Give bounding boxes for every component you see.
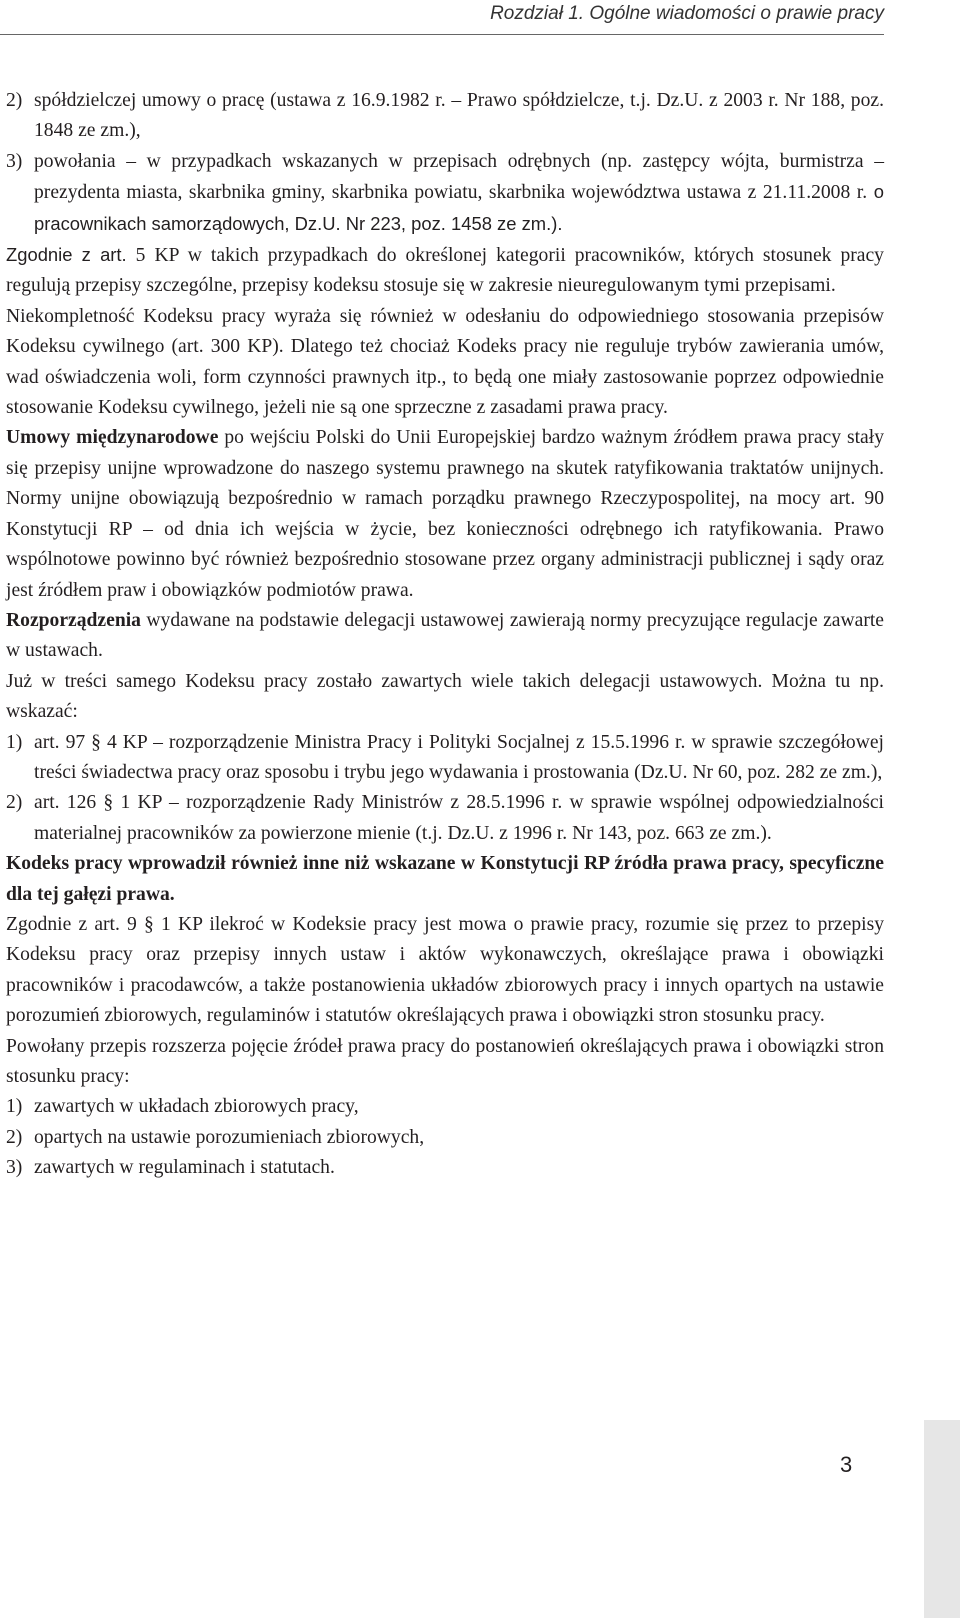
bold-term: Rozporządzenia xyxy=(6,609,141,631)
list-item xyxy=(6,147,884,240)
list-item-text: art. 126 § 1 KP – rozporządzenie Rady Ministrów z 28.5.1996 r. w sprawie wspólnej odpowiedzialności materialnej pracowników za powierzone mienie (t.j. Dz.U. z 1996 r. Nr 143, poz. 663 ze zm.). xyxy=(34,792,884,844)
page-number: 3 xyxy=(840,1452,853,1477)
list-item xyxy=(6,728,884,789)
paragraph: Niekompletność Kodeksu pracy wyraża się również w odesłaniu do odpowiedniego stosowania przepisów Kodeksu cywilnego (art. 300 KP). Dlatego też chociaż Kodeks pracy nie reguluje trybów zawierania umów, wad oświadczenia woli, form czynności prawnych itp., to będą one miały zastosowanie poprzez odpowiednie stosowanie Kodeksu cywilnego, jeżeli nie są one sprzeczne z zasadami prawa pracy. xyxy=(6,305,884,419)
list-item xyxy=(6,1092,884,1122)
bold-term: Umowy międzynarodowe xyxy=(6,427,219,449)
list-item-text xyxy=(34,147,884,240)
list-item-number: 2) xyxy=(6,792,23,814)
paragraph xyxy=(6,849,884,910)
page-edge-tab xyxy=(924,1420,960,1618)
list-item-text: opartych na ustawie porozumieniach zbiorowych, xyxy=(34,1126,425,1148)
paragraph xyxy=(6,240,884,302)
paragraph-lead: Zgodnie z art. xyxy=(6,244,127,266)
list-item-text-part: o pracownikach samorządowych, Dz.U. Nr 223, poz. 1458 ze zm.). xyxy=(34,181,885,234)
running-header: Rozdział 1. Ogólne wiadomości o prawie pracy xyxy=(490,3,884,24)
list-item-text: zawartych w regulaminach i statutach. xyxy=(34,1157,335,1179)
paragraph: Powołany przepis rozszerza pojęcie źródeł prawa pracy do postanowień określających prawa i obowiązki stron stosunku pracy: xyxy=(6,1035,884,1087)
list-item-number: 3) xyxy=(6,150,23,172)
list-item-number: 2) xyxy=(6,1126,23,1148)
list-item-text-part: powołania – w przypadkach wskazanych w przepisach odrębnych (np. zastępcy wójta, burmistrza – prezydenta miasta, skarbnika gminy, skarbnika powiatu, skarbnika województwa ustawa z 21.11.2008 r. xyxy=(34,150,884,204)
page-body xyxy=(6,86,884,1184)
paragraph xyxy=(6,423,884,605)
list-item-number: 1) xyxy=(6,1096,23,1118)
paragraph: Już w treści samego Kodeksu pracy zostało zawartych wiele takich delegacji ustawowych. Można tu np. wskazać: xyxy=(6,670,884,723)
list-item-text: art. 97 § 4 KP – rozporządzenie Ministra Pracy i Polityki Socjalnej z 15.5.1996 r. w sprawie szczegółowej treści świadectwa pracy oraz sposobu i trybu jego wydawania i prostowania (Dz.U. Nr 60, poz. 282 ze zm.), xyxy=(34,731,884,783)
list-item xyxy=(6,86,884,147)
list-item xyxy=(6,1123,884,1153)
list-item-number: 1) xyxy=(6,731,23,753)
paragraph-text: 5 KP w takich przypadkach do określonej kategorii pracowników, których stosunek pracy regulują przepisy szczególne, przepisy kodeksu stosuje się w zakresie nieuregulowanym tymi przepisami. xyxy=(6,245,884,297)
header-rule xyxy=(0,34,884,35)
list-item-text: spółdzielczej umowy o pracę (ustawa z 16.9.1982 r. – Prawo spółdzielcze, t.j. Dz.U. z 2003 r. Nr 188, poz. 1848 ze zm.), xyxy=(34,90,884,142)
paragraph: Zgodnie z art. 9 § 1 KP ilekroć w Kodeksie pracy jest mowa o prawie pracy, rozumie się przez to przepisy Kodeksu pracy oraz przepisy innych ustaw i aktów wykonawczych, określające prawa i obowiązki pracowników i pracodawców, a także postanowienia układów zbiorowych pracy i innych opartych na ustawie porozumień zbiorowych, regulaminów i statutów określających prawa i obowiązki stron stosunku pracy. xyxy=(6,913,884,1027)
bold-statement: Kodeks pracy wprowadził również inne niż wskazane w Konstytucji RP źródła prawa pracy, specyficzne dla tej gałęzi prawa. xyxy=(6,853,884,905)
list-item-number: 2) xyxy=(6,90,23,111)
paragraph-text: wydawane na podstawie delegacji ustawowej zawierają normy precyzujące regulacje zawarte w ustawach. xyxy=(6,609,884,662)
paragraph-text: po wejściu Polski do Unii Europejskiej bardzo ważnym źródłem prawa pracy stały się przepisy unijne wprowadzone do naszego systemu prawnego na skutek ratyfikowania traktatów unijnych. Normy unijne obowiązują bezpośrednio w ramach porządku prawnego Rzeczypospolitej, na mocy art. 90 Konstytucji RP – od dnia ich wejścia w życie, bez konieczności odrębnego ich ratyfikowania. Prawo wspólnotowe powinno być również bezpośrednio stosowane przez organy administracji publicznej i sądy oraz jest źródłem praw i obowiązków podmiotów prawa. xyxy=(6,427,884,601)
list-item-number: 3) xyxy=(6,1157,23,1179)
list-item xyxy=(6,788,884,849)
paragraph xyxy=(6,606,884,667)
list-item-text: zawartych w układach zbiorowych pracy, xyxy=(34,1096,359,1118)
list-item xyxy=(6,1153,884,1183)
